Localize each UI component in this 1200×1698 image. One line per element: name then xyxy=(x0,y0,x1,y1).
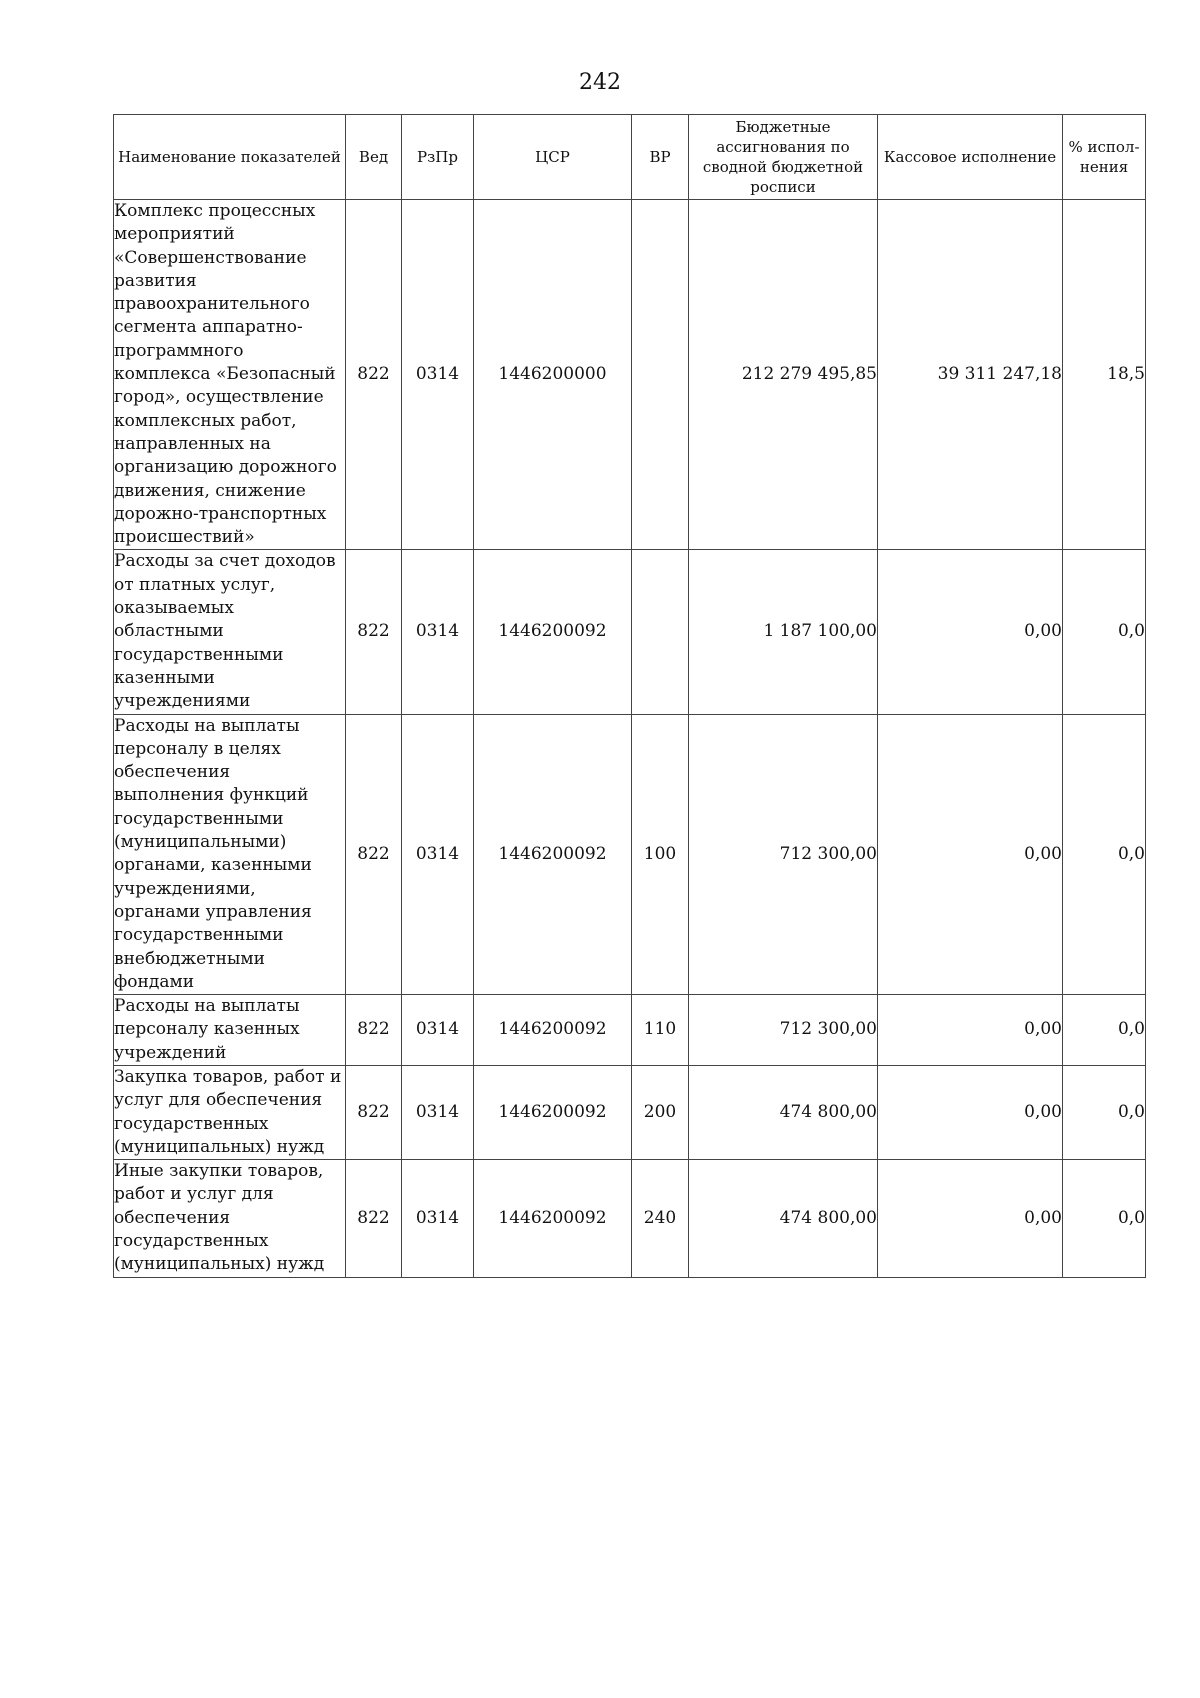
row-csr: 1446200092 xyxy=(474,1160,632,1277)
row-ved: 822 xyxy=(346,714,402,995)
row-name: Закупка товаров, работ и услуг для обеспечения государственных (муниципальных) нужд xyxy=(114,1065,346,1159)
row-cash: 39 311 247,18 xyxy=(878,200,1063,550)
table-row xyxy=(114,1160,1146,1277)
row-name: Иные закупки товаров, работ и услуг для обеспечения государственных (муниципальных) нужд xyxy=(114,1160,346,1277)
row-name: Расходы на выплаты персоналу в целях обеспечения выполнения функций государственными (муниципальными) органами, казенными учреждениями, органами управления государственными внебюджетными фондами xyxy=(114,714,346,995)
table-row xyxy=(114,714,1146,995)
header-name: Наименование показателей xyxy=(114,115,346,200)
row-csr: 1446200092 xyxy=(474,550,632,714)
budget-execution-table xyxy=(113,114,1146,1278)
row-budget: 474 800,00 xyxy=(689,1065,878,1159)
row-cash: 0,00 xyxy=(878,995,1063,1066)
row-cash: 0,00 xyxy=(878,1065,1063,1159)
page-number: 242 xyxy=(579,70,621,95)
row-vr: 240 xyxy=(632,1160,689,1277)
row-name: Расходы на выплаты персоналу казенных учреждений xyxy=(114,995,346,1066)
row-cash: 0,00 xyxy=(878,714,1063,995)
row-percent: 18,5 xyxy=(1063,200,1146,550)
row-budget: 712 300,00 xyxy=(689,995,878,1066)
table-row xyxy=(114,995,1146,1066)
row-percent: 0,0 xyxy=(1063,550,1146,714)
table-row xyxy=(114,1065,1146,1159)
row-ved: 822 xyxy=(346,200,402,550)
row-vr xyxy=(632,550,689,714)
row-ved: 822 xyxy=(346,1160,402,1277)
header-vr: ВР xyxy=(632,115,689,200)
table-header-row xyxy=(114,115,1146,200)
row-percent: 0,0 xyxy=(1063,714,1146,995)
row-name: Расходы за счет доходов от платных услуг, оказываемых областными государственными казенными учреждениями xyxy=(114,550,346,714)
row-rzpr: 0314 xyxy=(402,995,474,1066)
row-percent: 0,0 xyxy=(1063,1065,1146,1159)
header-rzpr: РзПр xyxy=(402,115,474,200)
row-rzpr: 0314 xyxy=(402,714,474,995)
row-percent: 0,0 xyxy=(1063,1160,1146,1277)
row-vr xyxy=(632,200,689,550)
row-vr: 110 xyxy=(632,995,689,1066)
row-vr: 200 xyxy=(632,1065,689,1159)
row-budget: 474 800,00 xyxy=(689,1160,878,1277)
row-csr: 1446200092 xyxy=(474,995,632,1066)
table-row xyxy=(114,550,1146,714)
header-ved: Вед xyxy=(346,115,402,200)
row-csr: 1446200092 xyxy=(474,1065,632,1159)
header-csr: ЦСР xyxy=(474,115,632,200)
row-csr: 1446200000 xyxy=(474,200,632,550)
row-name: Комплекс процессных мероприятий «Совершенствование развития правоохранительного сегмента аппаратно-программного комплекса «Безопасный город», осуществление комплексных работ, направленных на организацию дорожного движения, снижение дорожно-транспортных происшествий» xyxy=(114,200,346,550)
row-budget: 212 279 495,85 xyxy=(689,200,878,550)
row-budget: 1 187 100,00 xyxy=(689,550,878,714)
row-rzpr: 0314 xyxy=(402,200,474,550)
row-vr: 100 xyxy=(632,714,689,995)
row-cash: 0,00 xyxy=(878,550,1063,714)
row-rzpr: 0314 xyxy=(402,1160,474,1277)
row-rzpr: 0314 xyxy=(402,1065,474,1159)
row-csr: 1446200092 xyxy=(474,714,632,995)
header-budget: Бюджетные ассигнования по сводной бюджетной росписи xyxy=(689,115,878,200)
row-percent: 0,0 xyxy=(1063,995,1146,1066)
row-cash: 0,00 xyxy=(878,1160,1063,1277)
row-ved: 822 xyxy=(346,550,402,714)
table-row xyxy=(114,200,1146,550)
header-cash: Кассовое исполнение xyxy=(878,115,1063,200)
row-budget: 712 300,00 xyxy=(689,714,878,995)
row-rzpr: 0314 xyxy=(402,550,474,714)
row-ved: 822 xyxy=(346,995,402,1066)
header-percent: % испол-нения xyxy=(1063,115,1146,200)
row-ved: 822 xyxy=(346,1065,402,1159)
